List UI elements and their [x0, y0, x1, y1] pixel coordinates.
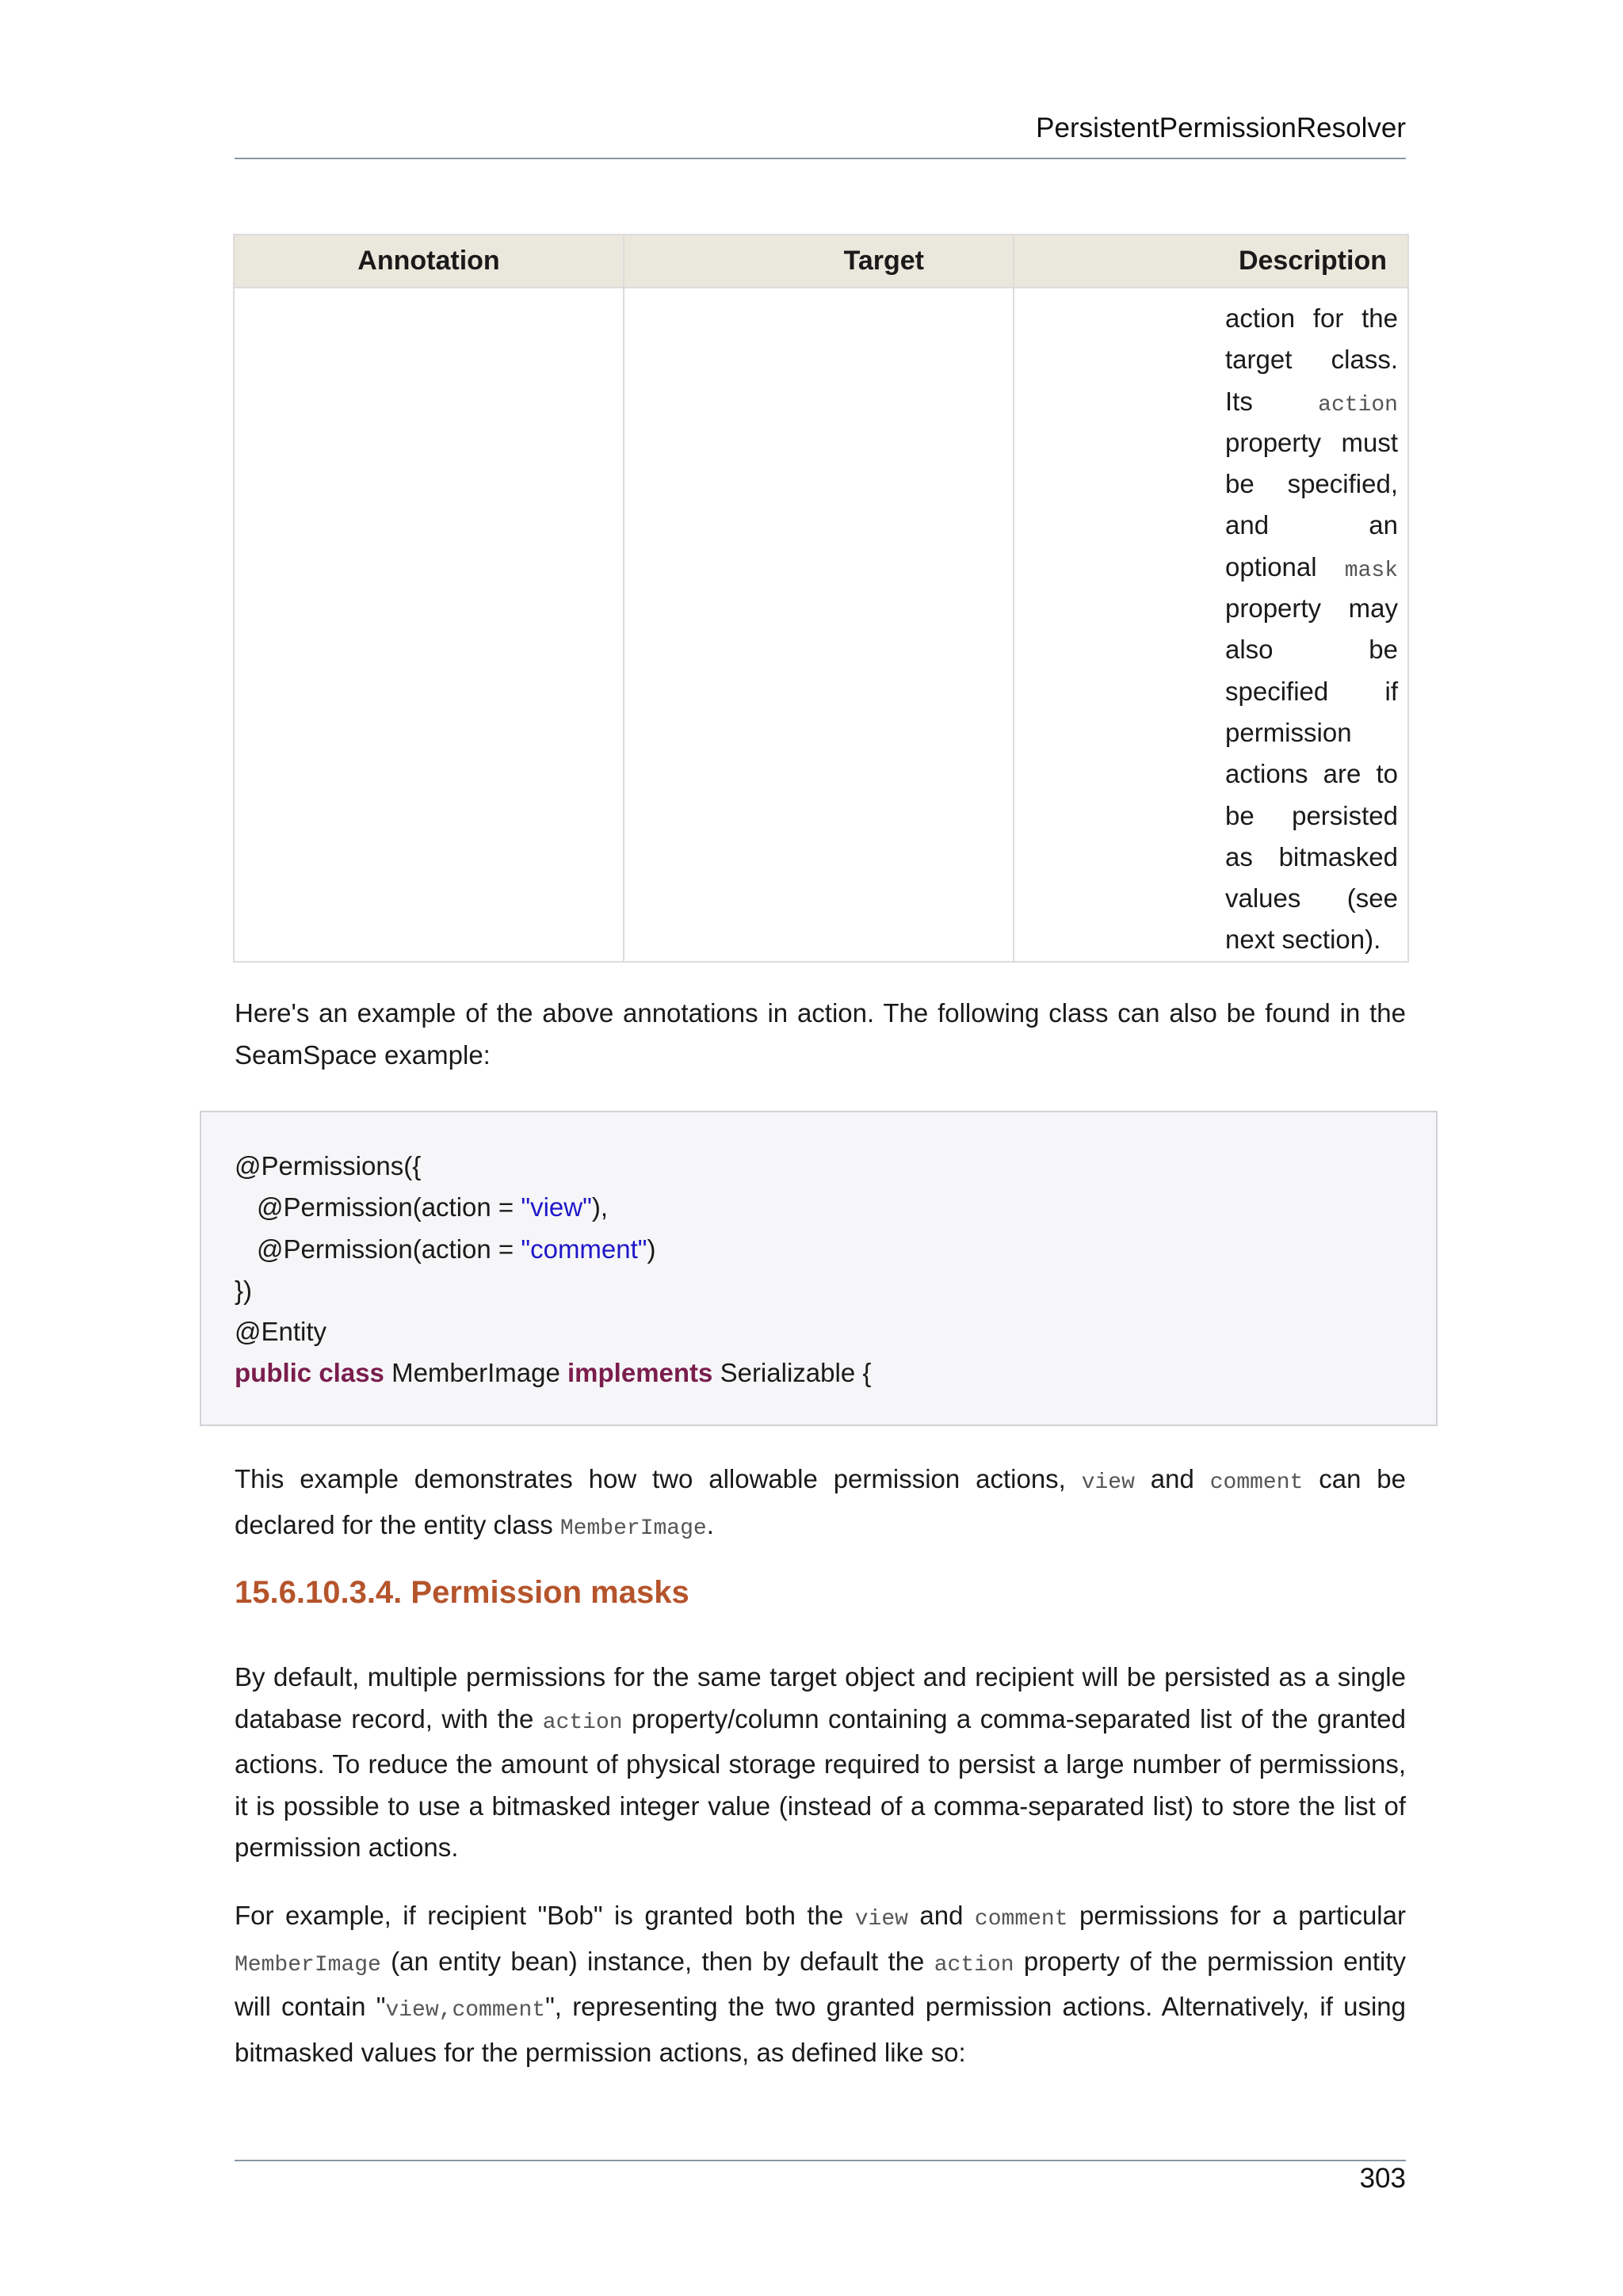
intro-paragraph: Here's an example of the above annotations in action. The following class can also be found in the SeamSpace example:: [235, 998, 1406, 1070]
text-run: Its: [1225, 386, 1319, 416]
description-line: [1225, 712, 1398, 753]
description-line: [1225, 588, 1398, 629]
table-row: [234, 288, 1408, 962]
section-heading: 15.6.10.3.4. Permission masks: [235, 1575, 689, 1610]
description-line: [1225, 422, 1398, 463]
code-text: ): [647, 1234, 656, 1264]
code-string: "view": [521, 1192, 592, 1222]
annotation-table: [233, 234, 1409, 963]
inline-code: MemberImage: [235, 1952, 381, 1978]
inline-code: MemberImage: [559, 1516, 707, 1541]
text-run: For example, if recipient "Bob" is granted both the: [235, 1901, 855, 1930]
text-run: By default, multiple permissions for the same target object and recipient will be persisted as a single database record, with the: [235, 1662, 1406, 1733]
text-run: ", representing the two granted permission actions. Alternatively, if using bitmasked values for the permission actions, as defined like so:: [235, 1992, 1406, 2067]
code-line: [235, 1311, 1436, 1352]
code-line: [235, 1146, 1436, 1187]
text-run: property/column containing a comma-separated list of the granted actions. To reduce the amount of physical storage required to persist a large number of permissions, it is possible to use a bitmasked integer value (instead of a comma-separated list) to store the list of permission actions.: [235, 1703, 1407, 1862]
description-line: [1225, 298, 1398, 339]
table-header-row: [234, 235, 1408, 288]
code-block: [200, 1111, 1438, 1426]
text-run: can be declared for the entity class: [235, 1464, 1406, 1539]
inline-code: action: [542, 1710, 623, 1735]
inline-code: action: [1318, 392, 1398, 418]
description-line: [1225, 381, 1398, 422]
text-run: and an: [1225, 510, 1398, 540]
column-header-target: Target: [624, 235, 1014, 288]
text-run: property of the permission entity will contain ": [235, 1946, 1406, 2021]
inline-code: comment: [1209, 1470, 1304, 1495]
code-text: Serializable {: [712, 1358, 872, 1388]
text-run: next section).: [1225, 925, 1381, 955]
text-run: property must: [1225, 427, 1398, 457]
inline-code: view: [854, 1907, 908, 1932]
text-run: actions are to: [1225, 759, 1398, 789]
code-text: @Permission(action =: [257, 1192, 521, 1222]
description-cell: [1014, 288, 1408, 962]
inline-code: view,comment: [385, 1998, 546, 2023]
text-run: permissions for a particular: [1067, 1901, 1406, 1930]
code-text: @Permission(action =: [257, 1234, 521, 1264]
description-line: [1225, 919, 1398, 960]
inline-code: comment: [974, 1907, 1068, 1932]
code-text: @Permissions({: [235, 1151, 422, 1180]
text-run: as bitmasked: [1225, 841, 1398, 871]
text-run: optional: [1225, 551, 1345, 582]
text-run: property may: [1225, 593, 1398, 624]
masks-paragraph: [235, 1657, 1406, 1869]
text-run: also be: [1225, 635, 1398, 665]
code-line: [235, 1187, 1436, 1228]
text-run: be specified,: [1225, 469, 1398, 499]
description-line: [1225, 339, 1398, 380]
code-keyword: implements: [567, 1358, 713, 1388]
text-run: and: [1134, 1464, 1210, 1493]
text-run: This example demonstrates how two allowable permission actions,: [235, 1464, 1082, 1493]
text-run: target class.: [1225, 345, 1398, 375]
text-run: specified if: [1225, 676, 1398, 706]
code-string: "comment": [521, 1234, 647, 1264]
description-line: [1225, 671, 1398, 712]
code-line: [235, 1270, 1436, 1311]
annotation-cell: [234, 288, 624, 962]
code-text: }): [235, 1275, 253, 1305]
code-text: ),: [591, 1192, 608, 1222]
description-line: [1225, 837, 1398, 878]
text-run: .: [706, 1509, 714, 1539]
text-run: be persisted: [1225, 800, 1398, 830]
description-text: [1214, 288, 1409, 961]
description-line: [1225, 753, 1398, 795]
description-line: [1225, 463, 1398, 505]
code-line: [235, 1229, 1436, 1270]
inline-code: mask: [1344, 558, 1398, 583]
footer-rule: [235, 2160, 1406, 2161]
header-rule: [235, 158, 1406, 159]
column-header-annotation: Annotation: [234, 235, 624, 288]
inline-code: action: [934, 1952, 1014, 1978]
description-line: [1225, 505, 1398, 546]
code-line: [235, 1352, 1436, 1394]
text-run: (an entity bean) instance, then by default the: [380, 1946, 934, 1976]
column-header-description: Description: [1014, 235, 1408, 288]
text-run: and: [907, 1901, 975, 1930]
text-run: values (see: [1225, 883, 1398, 913]
text-run: permission: [1225, 717, 1352, 747]
code-text: MemberImage: [384, 1358, 568, 1388]
explanation-paragraph: [235, 1459, 1406, 1550]
code-text: @Entity: [235, 1317, 327, 1347]
description-line: [1225, 547, 1398, 588]
running-header: PersistentPermissionResolver: [1036, 113, 1406, 143]
description-line: [1225, 629, 1398, 670]
code-keyword: public class: [235, 1358, 384, 1388]
example-paragraph: [235, 1895, 1406, 2073]
text-run: action for the: [1225, 303, 1398, 333]
inline-code: view: [1081, 1470, 1135, 1495]
page-number: 303: [1359, 2163, 1406, 2194]
target-cell: [624, 288, 1014, 962]
description-line: [1225, 795, 1398, 837]
description-line: [1225, 878, 1398, 919]
